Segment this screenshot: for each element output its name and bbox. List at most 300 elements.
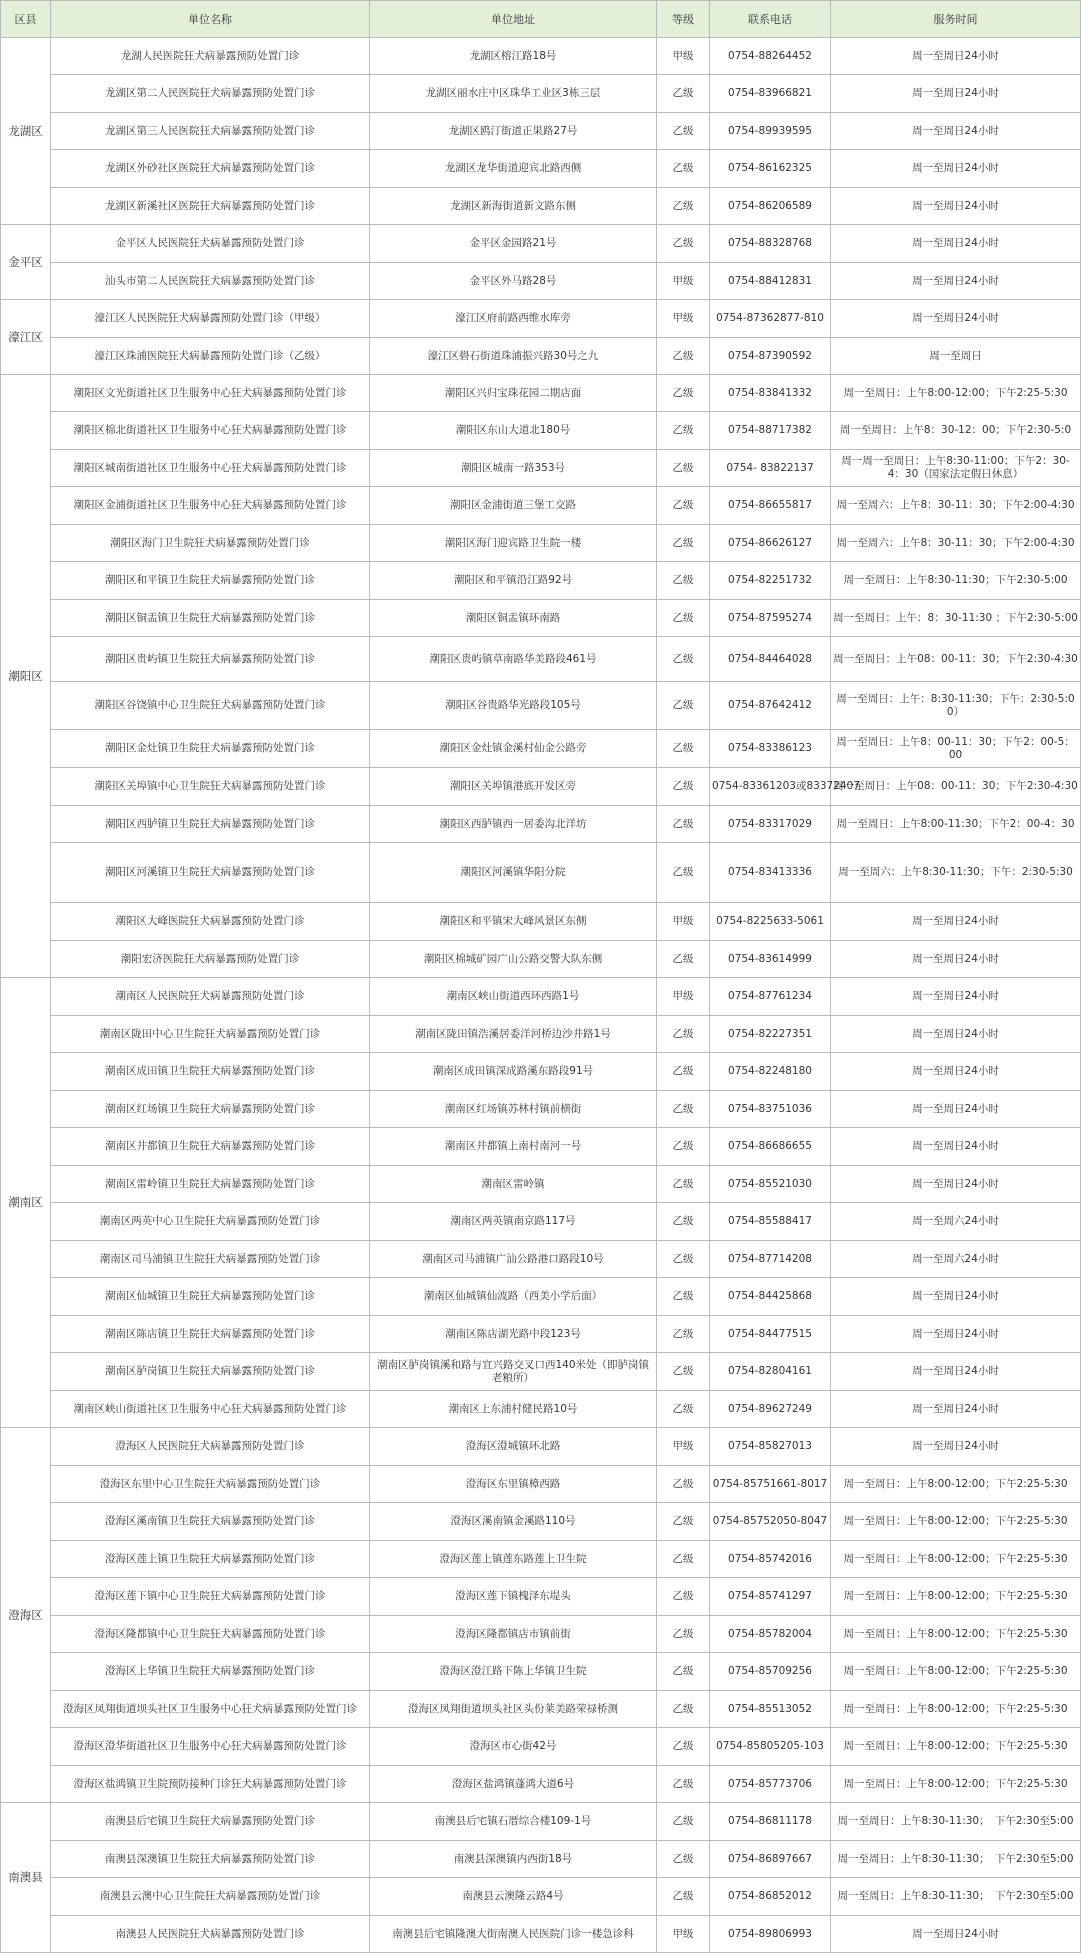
clinic-address: 潮南区上东浦村健民路10号 [370, 1391, 657, 1428]
clinic-name: 金平区人民医院狂犬病暴露预防处置门诊 [51, 225, 370, 263]
clinic-phone: 0754-87714208 [710, 1241, 831, 1278]
clinic-phone: 0754-85752050-8047 [710, 1503, 831, 1541]
clinic-name: 潮阳区金浦街道社区卫生服务中心狂犬病暴露预防处置门诊 [51, 487, 370, 525]
clinic-phone: 0754-85709256 [710, 1653, 831, 1691]
table-row [1, 188, 1081, 225]
table-row [1, 375, 1081, 412]
clinic-level: 乙级 [657, 1278, 710, 1316]
service-time: 周一至周六24小时 [831, 1203, 1081, 1241]
table-row [1, 1766, 1081, 1803]
clinic-address: 南澳县云澳隆云路4号 [370, 1878, 657, 1916]
table-row [1, 38, 1081, 75]
clinic-name: 澄海区东里中心卫生院狂犬病暴露预防处置门诊 [51, 1466, 370, 1503]
clinic-level: 乙级 [657, 1803, 710, 1841]
clinic-name: 澄海区莲下镇中心卫生院狂犬病暴露预防处置门诊 [51, 1578, 370, 1616]
clinic-address: 澄海区澄城镇环北路 [370, 1428, 657, 1466]
clinic-address: 南澳县后宅镇石厝综合楼109-1号 [370, 1803, 657, 1841]
clinic-name: 潮南区两英中心卫生院狂犬病暴露预防处置门诊 [51, 1203, 370, 1241]
clinic-level: 乙级 [657, 1578, 710, 1616]
district-cell: 澄海区 [1, 1428, 51, 1803]
clinic-name: 潮南区峡山街道社区卫生服务中心狂犬病暴露预防处置门诊 [51, 1391, 370, 1428]
clinic-phone: 0754-85782004 [710, 1616, 831, 1653]
clinic-address: 潮南区红场镇苏林村镇前横街 [370, 1091, 657, 1128]
clinic-phone: 0754-88264452 [710, 38, 831, 75]
clinic-name: 潮阳区谷饶镇中心卫生院狂犬病暴露预防处置门诊 [51, 682, 370, 730]
clinic-level: 乙级 [657, 1616, 710, 1653]
service-time: 周一至周日24小时 [831, 1091, 1081, 1128]
table-row [1, 113, 1081, 150]
clinic-name: 潮阳区贵屿镇卫生院狂犬病暴露预防处置门诊 [51, 637, 370, 682]
clinic-phone: 0754-86162325 [710, 150, 831, 188]
clinic-address: 潮阳区和平镇沿江路92号 [370, 562, 657, 600]
table-row [1, 487, 1081, 525]
service-time: 周一至周六24小时 [831, 1241, 1081, 1278]
service-time: 周一至周六：上午8：30-11：30；下午2:00-4:30 [831, 525, 1081, 562]
table-row [1, 843, 1081, 903]
clinic-name: 南澳县深澳镇卫生院狂犬病暴露预防处置门诊 [51, 1841, 370, 1878]
clinic-name: 澄海区盐鸿镇卫生院预防接种门诊狂犬病暴露预防处置门诊 [51, 1766, 370, 1803]
clinic-phone: 0754-87595274 [710, 600, 831, 637]
table-row [1, 1803, 1081, 1841]
table-row [1, 941, 1081, 978]
clinic-level: 乙级 [657, 1766, 710, 1803]
clinic-name: 澄海区澄华街道社区卫生服务中心狂犬病暴露预防处置门诊 [51, 1728, 370, 1766]
clinic-phone: 0754-86852012 [710, 1878, 831, 1916]
service-time: 周一至周日：上午8:00-12:00；下午2:25-5:30 [831, 1653, 1081, 1691]
clinic-address: 龙湖区龙华街道迎宾北路西侧 [370, 150, 657, 188]
clinic-address: 潮阳区关埠镇港底开发区旁 [370, 768, 657, 806]
service-time: 周一至周日24小时 [831, 1316, 1081, 1353]
table-row [1, 1841, 1081, 1878]
clinic-address: 潮阳区棉城矿园广山公路交警大队东侧 [370, 941, 657, 978]
table-row [1, 225, 1081, 263]
table-row [1, 806, 1081, 843]
table-row [1, 1091, 1081, 1128]
clinic-phone: 0754-85741297 [710, 1578, 831, 1616]
district-cell: 潮阳区 [1, 375, 51, 978]
clinic-name: 潮南区陈店镇卫生院狂犬病暴露预防处置门诊 [51, 1316, 370, 1353]
clinic-level: 乙级 [657, 525, 710, 562]
clinic-name: 濠江区珠浦医院狂犬病暴露预防处置门诊（乙级） [51, 338, 370, 375]
clinic-address: 潮阳区谷贵路华光路段105号 [370, 682, 657, 730]
clinic-name: 潮阳区和平镇卫生院狂犬病暴露预防处置门诊 [51, 562, 370, 600]
clinic-level: 乙级 [657, 843, 710, 903]
clinic-address: 潮阳区贵屿镇草南路华美路段461号 [370, 637, 657, 682]
service-time: 周一至周日24小时 [831, 1278, 1081, 1316]
clinic-phone: 0754-82251732 [710, 562, 831, 600]
table-row [1, 637, 1081, 682]
table-row [1, 1916, 1081, 1953]
service-time: 周一至周日 [831, 338, 1081, 375]
clinic-level: 乙级 [657, 730, 710, 768]
clinic-address: 澄海区莲上镇莲东路莲上卫生院 [370, 1541, 657, 1578]
clinic-phone: 0754-83841332 [710, 375, 831, 412]
service-time: 周一至周日24小时 [831, 75, 1081, 113]
service-time: 周一至周日：上午8:30-11:30； 下午2:30至5:00 [831, 1841, 1081, 1878]
clinic-level: 乙级 [657, 450, 710, 487]
clinic-name: 南澳县后宅镇卫生院狂犬病暴露预防处置门诊 [51, 1803, 370, 1841]
clinic-level: 乙级 [657, 1091, 710, 1128]
clinic-phone: 0754-85751661-8017 [710, 1466, 831, 1503]
clinic-address: 潮南区司马浦镇广汕公路港口路段10号 [370, 1241, 657, 1278]
clinic-phone: 0754-85773706 [710, 1766, 831, 1803]
clinic-address: 潮南区峡山街道西环西路1号 [370, 978, 657, 1016]
table-row [1, 682, 1081, 730]
clinic-name: 澄海区隆都镇中心卫生院狂犬病暴露预防处置门诊 [51, 1616, 370, 1653]
table-row [1, 1878, 1081, 1916]
clinic-address: 龙湖区新海街道新文路东侧 [370, 188, 657, 225]
table-row [1, 1466, 1081, 1503]
clinic-name: 南澳县人民医院狂犬病暴露预防处置门诊 [51, 1916, 370, 1953]
service-time: 周一至周日：上午：8：30-11:30 ；下午2:30-5:00 [831, 600, 1081, 637]
clinic-phone: 0754-85805205-103 [710, 1728, 831, 1766]
service-time: 周一至周日：上午8:30-11:30； 下午2:30至5:00 [831, 1878, 1081, 1916]
clinic-name: 潮阳宏济医院狂犬病暴露预防处置门诊 [51, 941, 370, 978]
clinic-name: 潮阳区文光街道社区卫生服务中心狂犬病暴露预防处置门诊 [51, 375, 370, 412]
service-time: 周一至周日：上午8：00-11：30；下午2：00-5：00 [831, 730, 1081, 768]
clinic-name: 龙湖区第二人民医院狂犬病暴露预防处置门诊 [51, 75, 370, 113]
service-time: 周一至周日24小时 [831, 150, 1081, 188]
clinic-level: 甲级 [657, 1428, 710, 1466]
clinic-name: 潮南区仙城镇卫生院狂犬病暴露预防处置门诊 [51, 1278, 370, 1316]
service-time: 周一至周日：上午8:00-12:00；下午2:25-5:30 [831, 1466, 1081, 1503]
service-time: 周一至周日24小时 [831, 978, 1081, 1016]
clinic-address: 澄海区盐鸿镇蓬鸿大道6号 [370, 1766, 657, 1803]
clinic-phone: 0754-87642412 [710, 682, 831, 730]
clinic-name: 龙湖区新溪社区医院狂犬病暴露预防处置门诊 [51, 188, 370, 225]
clinic-name: 潮阳区金灶镇卫生院狂犬病暴露预防处置门诊 [51, 730, 370, 768]
service-time: 周一至周日：上午8:00-11:30；下午2：00-4：30 [831, 806, 1081, 843]
clinic-level: 乙级 [657, 1166, 710, 1203]
service-time: 周一至周日：上午8:00-12:00；下午2:25-5:30 [831, 1578, 1081, 1616]
service-time: 周一至周日：上午8：30-12：00；下午2:30-5:0 [831, 412, 1081, 450]
service-time: 周一至周日24小时 [831, 38, 1081, 75]
service-time: 周一至周日：上午8:00-12:00；下午2:25-5:30 [831, 1691, 1081, 1728]
service-time: 周一至周日24小时 [831, 1016, 1081, 1053]
clinic-address: 潮阳区海门迎宾路卫生院一楼 [370, 525, 657, 562]
clinic-address: 南澳县深澳镇内西街18号 [370, 1841, 657, 1878]
clinic-level: 乙级 [657, 150, 710, 188]
table-row [1, 1728, 1081, 1766]
service-time: 周一至周日：上午8:30-11:30；下午2:30-5:00 [831, 562, 1081, 600]
district-cell: 金平区 [1, 225, 51, 300]
service-time: 周一至周日24小时 [831, 263, 1081, 300]
clinic-name: 潮南区红场镇卫生院狂犬病暴露预防处置门诊 [51, 1091, 370, 1128]
service-time: 周一至周日24小时 [831, 1916, 1081, 1953]
clinic-address: 潮阳区和平镇宋大峰风景区东侧 [370, 903, 657, 941]
table-row [1, 768, 1081, 806]
clinic-address: 潮南区陈店湖光路中段123号 [370, 1316, 657, 1353]
clinic-level: 乙级 [657, 1016, 710, 1053]
clinic-name: 潮南区成田镇卫生院狂犬病暴露预防处置门诊 [51, 1053, 370, 1091]
clinic-phone: 0754-82248180 [710, 1053, 831, 1091]
table-row [1, 1503, 1081, 1541]
service-time: 周一至周日：上午08：00-11：30；下午2:30-4:30 [831, 637, 1081, 682]
clinic-phone: 0754-83614999 [710, 941, 831, 978]
clinic-phone: 0754-85521030 [710, 1166, 831, 1203]
table-body [1, 38, 1081, 1953]
clinic-level: 乙级 [657, 1541, 710, 1578]
clinic-level: 乙级 [657, 487, 710, 525]
service-time: 周一至周日24小时 [831, 225, 1081, 263]
clinic-name: 潮南区井都镇卫生院狂犬病暴露预防处置门诊 [51, 1128, 370, 1166]
clinic-address: 潮南区成田镇深成路溪东路段91号 [370, 1053, 657, 1091]
service-time: 周一至周日24小时 [831, 1391, 1081, 1428]
clinic-level: 乙级 [657, 188, 710, 225]
clinic-phone: 0754-86686655 [710, 1128, 831, 1166]
table-row [1, 1653, 1081, 1691]
clinic-level: 乙级 [657, 1653, 710, 1691]
clinic-address: 濠江区府前路西维水库旁 [370, 300, 657, 338]
table-row [1, 150, 1081, 188]
clinic-address: 金平区外马路28号 [370, 263, 657, 300]
table-row [1, 1278, 1081, 1316]
clinic-name: 龙湖人民医院狂犬病暴露预防处置门诊 [51, 38, 370, 75]
service-time: 周一至周日24小时 [831, 1053, 1081, 1091]
clinic-name: 潮阳区关埠镇中心卫生院狂犬病暴露预防处置门诊 [51, 768, 370, 806]
clinic-phone: 0754-83386123 [710, 730, 831, 768]
clinic-address: 南澳县后宅镇隆澳大街南澳人民医院门诊一楼急诊科 [370, 1916, 657, 1953]
clinic-level: 乙级 [657, 1053, 710, 1091]
table-row [1, 1616, 1081, 1653]
service-time: 周一至周日：上午8:00-12:00；下午2:25-5:30 [831, 1503, 1081, 1541]
clinic-address: 澄海区凤翔街道坝头社区头份莱美路荣禄桥测 [370, 1691, 657, 1728]
clinic-level: 乙级 [657, 1316, 710, 1353]
service-time: 周一至周日：上午8:00-12:00；下午2:25-5:30 [831, 1728, 1081, 1766]
clinic-phone: 0754-87761234 [710, 978, 831, 1016]
clinic-phone: 0754-86206589 [710, 188, 831, 225]
table-row [1, 1166, 1081, 1203]
clinic-phone: 0754-85513052 [710, 1691, 831, 1728]
clinic-address: 龙湖区丽水庄中区珠华工业区3栋三层 [370, 75, 657, 113]
clinic-phone: 0754-88328768 [710, 225, 831, 263]
clinic-name: 潮南区司马浦镇卫生院狂犬病暴露预防处置门诊 [51, 1241, 370, 1278]
clinic-level: 甲级 [657, 903, 710, 941]
table-row [1, 525, 1081, 562]
clinic-address: 龙湖区鸥汀街道正果路27号 [370, 113, 657, 150]
clinic-address: 潮阳区城南一路353号 [370, 450, 657, 487]
clinic-level: 乙级 [657, 75, 710, 113]
clinic-level: 乙级 [657, 600, 710, 637]
table-row [1, 1691, 1081, 1728]
clinic-address: 龙湖区榕江路18号 [370, 38, 657, 75]
header-row [1, 1, 1081, 38]
clinic-level: 甲级 [657, 1916, 710, 1953]
clinic-level: 甲级 [657, 300, 710, 338]
header-address: 单位地址 [370, 1, 657, 38]
clinic-phone: 0754-83966821 [710, 75, 831, 113]
clinic-level: 乙级 [657, 1128, 710, 1166]
clinic-address: 濠江区礐石街道珠浦振兴路30号之九 [370, 338, 657, 375]
service-time: 周一至周日24小时 [831, 113, 1081, 150]
clinic-level: 乙级 [657, 338, 710, 375]
table-row [1, 338, 1081, 375]
clinic-phone: 0754- 83822137 [710, 450, 831, 487]
clinic-phone: 0754-88717382 [710, 412, 831, 450]
clinic-level: 乙级 [657, 412, 710, 450]
clinic-phone: 0754-87390592 [710, 338, 831, 375]
service-time: 周一至周日：上午08：00-11：30；下午2:30-4:30 [831, 768, 1081, 806]
clinic-name: 濠江区人民医院狂犬病暴露预防处置门诊（甲级） [51, 300, 370, 338]
clinic-level: 甲级 [657, 263, 710, 300]
table-row [1, 450, 1081, 487]
clinic-level: 乙级 [657, 1203, 710, 1241]
clinic-level: 乙级 [657, 806, 710, 843]
table-row [1, 300, 1081, 338]
clinic-level: 乙级 [657, 1878, 710, 1916]
clinic-address: 潮阳区西胪镇西一居委沟北洋坊 [370, 806, 657, 843]
clinic-address: 澄海区市心街42号 [370, 1728, 657, 1766]
clinic-level: 乙级 [657, 1503, 710, 1541]
clinic-address: 潮南区雷岭镇 [370, 1166, 657, 1203]
clinic-address: 澄海区澄江路下陈上华镇卫生院 [370, 1653, 657, 1691]
table-row [1, 1053, 1081, 1091]
header-district: 区县 [1, 1, 51, 38]
table-row [1, 412, 1081, 450]
clinic-level: 乙级 [657, 941, 710, 978]
table-row [1, 1391, 1081, 1428]
clinic-level: 甲级 [657, 978, 710, 1016]
clinic-level: 乙级 [657, 768, 710, 806]
clinic-name: 澄海区人民医院狂犬病暴露预防处置门诊 [51, 1428, 370, 1466]
service-time: 周一至周日：上午8:00-12:00；下午2:25-5:30 [831, 1541, 1081, 1578]
clinic-level: 乙级 [657, 375, 710, 412]
clinic-level: 乙级 [657, 1728, 710, 1766]
clinic-address: 澄海区东里镇樟西路 [370, 1466, 657, 1503]
clinic-name: 潮南区胪岗镇卫生院狂犬病暴露预防处置门诊 [51, 1353, 370, 1391]
clinic-phone: 0754-85742016 [710, 1541, 831, 1578]
clinic-level: 乙级 [657, 225, 710, 263]
clinic-address: 金平区金园路21号 [370, 225, 657, 263]
table-row [1, 903, 1081, 941]
table-row [1, 1428, 1081, 1466]
clinic-name: 潮南区雷岭镇卫生院狂犬病暴露预防处置门诊 [51, 1166, 370, 1203]
clinic-name: 澄海区上华镇卫生院狂犬病暴露预防处置门诊 [51, 1653, 370, 1691]
clinic-phone: 0754-84477515 [710, 1316, 831, 1353]
clinic-phone: 0754-86897667 [710, 1841, 831, 1878]
header-level: 等级 [657, 1, 710, 38]
clinic-address: 澄海区隆都镇店市镇前街 [370, 1616, 657, 1653]
clinic-address: 潮南区两英镇南京路117号 [370, 1203, 657, 1241]
clinic-phone: 0754-83751036 [710, 1091, 831, 1128]
clinic-name: 潮南区陇田中心卫生院狂犬病暴露预防处置门诊 [51, 1016, 370, 1053]
table-row [1, 1578, 1081, 1616]
service-time: 周一至周日24小时 [831, 1166, 1081, 1203]
table-row [1, 1353, 1081, 1391]
clinic-address: 澄海区溪南镇金溪路110号 [370, 1503, 657, 1541]
service-time: 周一至周日24小时 [831, 1428, 1081, 1466]
clinic-address: 潮南区胪岗镇溪和路与宜兴路交叉口西140米处（即胪岗镇老粮所） [370, 1353, 657, 1391]
clinic-name: 潮阳区大峰医院狂犬病暴露预防处置门诊 [51, 903, 370, 941]
service-time: 周一至周日：上午8:00-12:00；下午2:25-5:30 [831, 1616, 1081, 1653]
clinic-level: 甲级 [657, 38, 710, 75]
service-time: 周一至周日24小时 [831, 1353, 1081, 1391]
table-row [1, 75, 1081, 113]
clinic-name: 潮阳区西胪镇卫生院狂犬病暴露预防处置门诊 [51, 806, 370, 843]
clinic-phone: 0754-89627249 [710, 1391, 831, 1428]
clinic-level: 乙级 [657, 1391, 710, 1428]
clinic-phone: 0754-86626127 [710, 525, 831, 562]
clinic-level: 乙级 [657, 637, 710, 682]
clinic-phone: 0754-84425868 [710, 1278, 831, 1316]
clinic-phone: 0754-85588417 [710, 1203, 831, 1241]
district-cell: 龙湖区 [1, 38, 51, 225]
clinic-level: 乙级 [657, 113, 710, 150]
clinic-name: 南澳县云澳中心卫生院狂犬病暴露预防处置门诊 [51, 1878, 370, 1916]
clinic-name: 潮阳区城南街道社区卫生服务中心狂犬病暴露预防处置门诊 [51, 450, 370, 487]
table-row [1, 1128, 1081, 1166]
clinic-address: 潮阳区河溪镇华阳分院 [370, 843, 657, 903]
clinic-address: 潮阳区铜盂镇环南路 [370, 600, 657, 637]
service-time: 周一至周六：上午8：30-11：30；下午2:00-4:30 [831, 487, 1081, 525]
table-row [1, 1241, 1081, 1278]
clinic-level: 乙级 [657, 1466, 710, 1503]
clinic-name: 潮阳区海门卫生院狂犬病暴露预防处置门诊 [51, 525, 370, 562]
district-cell: 濠江区 [1, 300, 51, 375]
clinic-address: 潮阳区东山大道北180号 [370, 412, 657, 450]
clinic-level: 乙级 [657, 1353, 710, 1391]
service-time: 周一至周日24小时 [831, 188, 1081, 225]
clinic-phone: 0754-85827013 [710, 1428, 831, 1466]
header-phone: 联系电话 [710, 1, 831, 38]
clinic-phone: 0754-83361203或83372407 [710, 768, 831, 806]
clinic-name: 潮南区人民医院狂犬病暴露预防处置门诊 [51, 978, 370, 1016]
clinic-address: 潮阳区金浦街道三堡工交路 [370, 487, 657, 525]
clinic-name: 澄海区溪南镇卫生院狂犬病暴露预防处置门诊 [51, 1503, 370, 1541]
clinic-address: 潮阳区金灶镇金溪村仙金公路旁 [370, 730, 657, 768]
clinic-phone: 0754-88412831 [710, 263, 831, 300]
clinic-name: 汕头市第二人民医院狂犬病暴露预防处置门诊 [51, 263, 370, 300]
clinic-name: 龙湖区外砂社区医院狂犬病暴露预防处置门诊 [51, 150, 370, 188]
clinic-phone: 0754-86655817 [710, 487, 831, 525]
service-time: 周一至周日24小时 [831, 1128, 1081, 1166]
district-cell: 潮南区 [1, 978, 51, 1428]
clinic-phone: 0754-89806993 [710, 1916, 831, 1953]
clinic-address: 潮南区陇田镇浩溪居委洋河桥边沙井路1号 [370, 1016, 657, 1053]
service-time: 周一至周日24小时 [831, 300, 1081, 338]
clinic-name: 龙湖区第三人民医院狂犬病暴露预防处置门诊 [51, 113, 370, 150]
table-row [1, 978, 1081, 1016]
table-row [1, 600, 1081, 637]
clinic-level: 乙级 [657, 562, 710, 600]
clinic-name: 澄海区凤翔街道坝头社区卫生服务中心狂犬病暴露预防处置门诊 [51, 1691, 370, 1728]
service-time: 周一周一至周日：上午8:30-11:00；下午2：30-4：30（国家法定假日休息） [831, 450, 1081, 487]
clinic-phone: 0754-82804161 [710, 1353, 831, 1391]
clinic-phone: 0754-84464028 [710, 637, 831, 682]
clinic-address: 澄海区莲下镇槐泽东堤头 [370, 1578, 657, 1616]
clinic-phone: 0754-83413336 [710, 843, 831, 903]
clinic-address: 潮南区仙城镇仙波路（西美小学后面） [370, 1278, 657, 1316]
clinic-level: 乙级 [657, 1691, 710, 1728]
table-row [1, 1541, 1081, 1578]
service-time: 周一至周日：上午8:00-12:00；下午2:25-5:30 [831, 1766, 1081, 1803]
clinic-address: 潮阳区兴归宝珠花园二期店面 [370, 375, 657, 412]
clinic-address: 潮南区井都镇上南村南河一号 [370, 1128, 657, 1166]
table-row [1, 1016, 1081, 1053]
district-cell: 南澳县 [1, 1803, 51, 1953]
service-time: 周一至周六：上午8:30-11:30；下午：2:30-5:30 [831, 843, 1081, 903]
service-time: 周一至周日24小时 [831, 903, 1081, 941]
table-row [1, 263, 1081, 300]
service-time: 周一至周日24小时 [831, 941, 1081, 978]
clinic-phone: 0754-87362877-810 [710, 300, 831, 338]
clinic-level: 乙级 [657, 1241, 710, 1278]
clinic-phone: 0754-83317029 [710, 806, 831, 843]
clinic-phone: 0754-82227351 [710, 1016, 831, 1053]
clinic-phone: 0754-8225633-5061 [710, 903, 831, 941]
clinic-name: 澄海区莲上镇卫生院狂犬病暴露预防处置门诊 [51, 1541, 370, 1578]
table-row [1, 562, 1081, 600]
